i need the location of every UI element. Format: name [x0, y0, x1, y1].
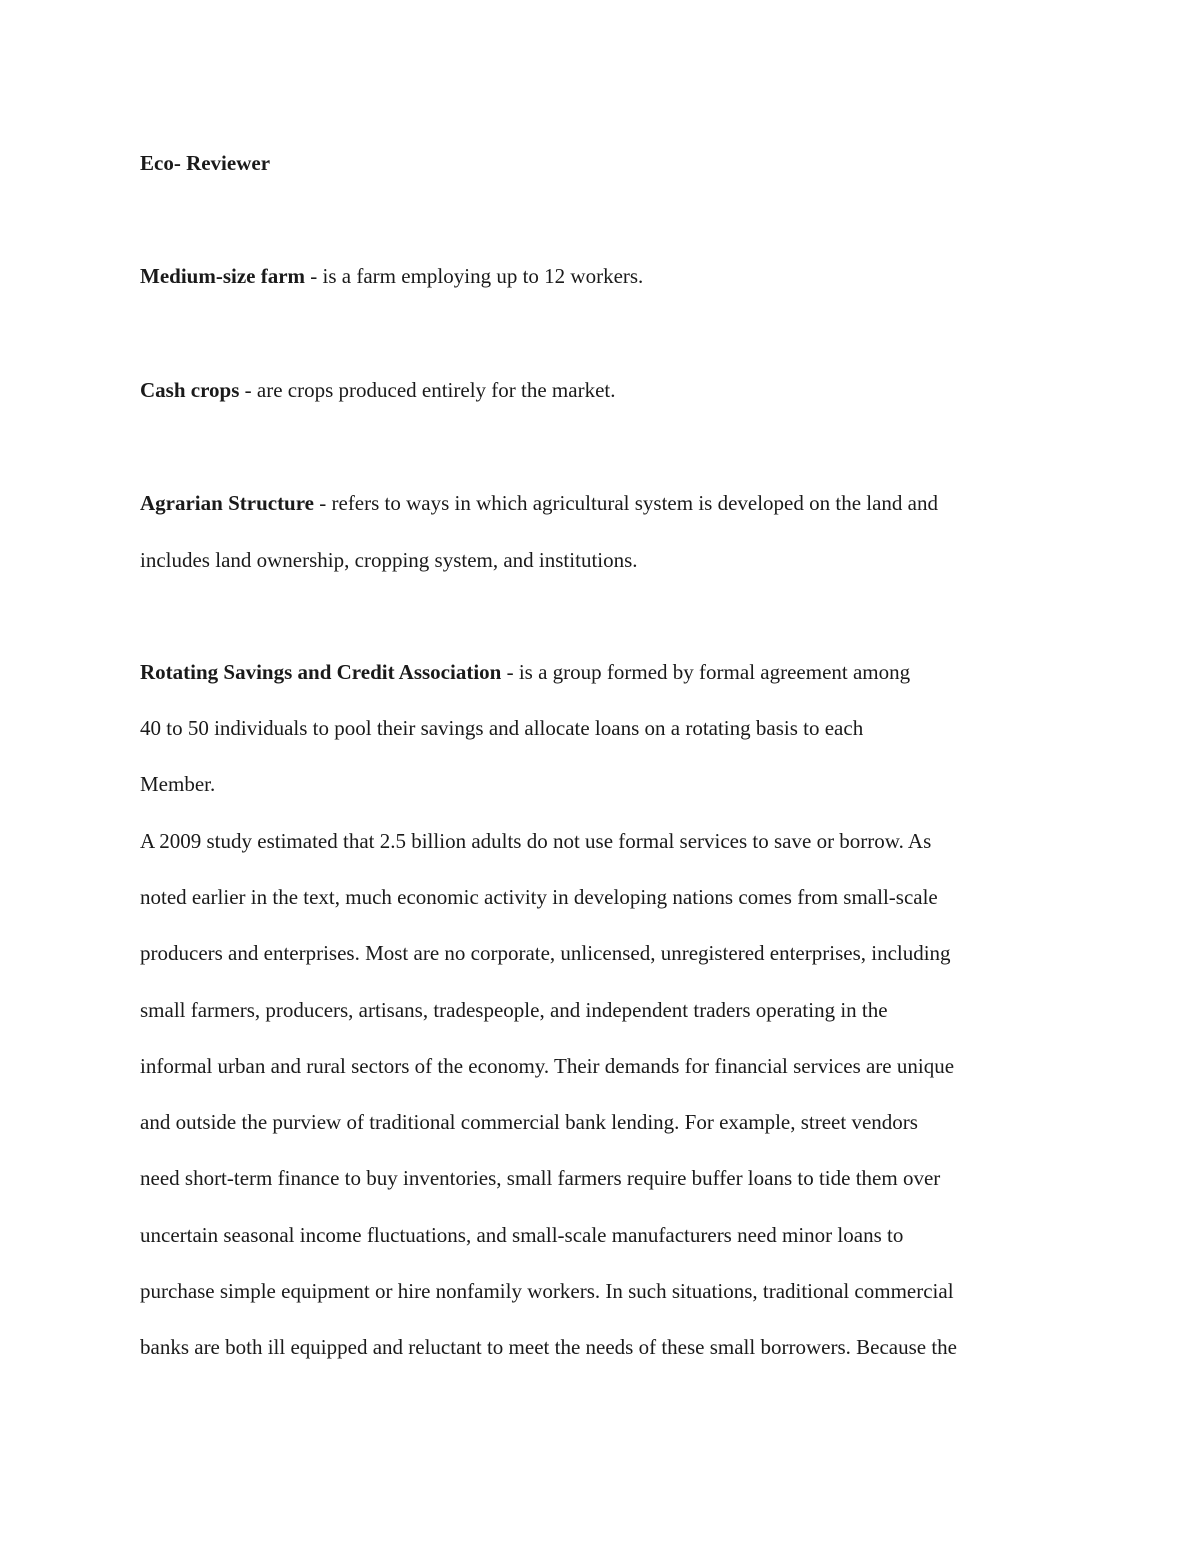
definition-agrarian-structure	[140, 488, 938, 518]
definition-medium-size-farm	[140, 261, 643, 291]
paragraph-line: small farmers, producers, artisans, tradespeople, and independent traders operating in the	[140, 998, 888, 1022]
paragraph-line: and outside the purview of traditional commercial bank lending. For example, street vendors	[140, 1110, 918, 1134]
definition-term: Agrarian Structure	[140, 491, 314, 515]
paragraph-line: producers and enterprises. Most are no corporate, unlicensed, unregistered enterprises, including	[140, 941, 951, 965]
definition-term: Rotating Savings and Credit Association	[140, 660, 502, 684]
definition-text: is a group formed by formal agreement among	[518, 660, 911, 684]
definition-separator: -	[239, 378, 257, 402]
paragraph-line: purchase simple equipment or hire nonfamily workers. In such situations, traditional commercial	[140, 1279, 954, 1303]
paragraph-line: A 2009 study estimated that 2.5 billion adults do not use formal services to save or borrow. As	[140, 829, 932, 853]
definition-cash-crops	[140, 375, 615, 405]
definition-separator: -	[305, 264, 323, 288]
definition-rosca	[140, 657, 910, 687]
definition-term: Medium-size farm	[140, 264, 306, 288]
document-title: Eco- Reviewer	[140, 151, 271, 175]
paragraph-line: uncertain seasonal income fluctuations, and small-scale manufacturers need minor loans to	[140, 1223, 904, 1247]
paragraph-line: banks are both ill equipped and reluctant to meet the needs of these small borrowers. Because the	[140, 1335, 957, 1359]
paragraph-line: informal urban and rural sectors of the economy. Their demands for financial services are unique	[140, 1054, 955, 1078]
definition-text: refers to ways in which agricultural system is developed on the land and	[331, 491, 938, 515]
definition-text-continued: Member.	[140, 772, 216, 796]
definition-separator: -	[501, 660, 519, 684]
definition-text-continued: includes land ownership, cropping system, and institutions.	[140, 548, 638, 572]
definition-text-continued: 40 to 50 individuals to pool their savings and allocate loans on a rotating basis to each	[140, 716, 864, 740]
definition-text: is a farm employing up to 12 workers.	[322, 264, 644, 288]
paragraph-line: need short-term finance to buy inventories, small farmers require buffer loans to tide them over	[140, 1166, 941, 1190]
definition-text: are crops produced entirely for the market.	[256, 378, 616, 402]
definition-term: Cash crops	[140, 378, 240, 402]
paragraph-line: noted earlier in the text, much economic activity in developing nations comes from small-scale	[140, 885, 938, 909]
definition-separator: -	[314, 491, 332, 515]
